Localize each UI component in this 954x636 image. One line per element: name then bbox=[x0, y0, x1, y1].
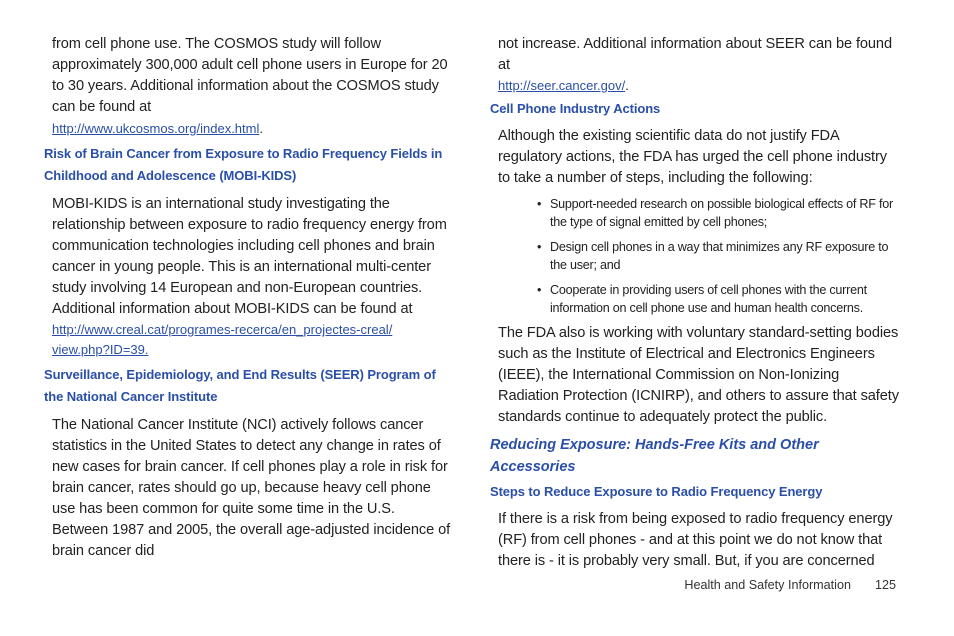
seer-paragraph: The National Cancer Institute (NCI) actively follows cancer statistics in the United States to detect any change in rates of new cases for brain cancer. If cell phones play a role in risk for brain cancer, rates should go up, because heavy cell phone use has been common for quite some time in the U.S. Between 1987 and 2005, the overall age-adjusted incidence of brain cancer did bbox=[52, 417, 451, 559]
seer-link-line bbox=[490, 76, 902, 96]
seer-heading: Surveillance, Epidemiology, and End Results (SEER) Program of the National Cancer Institute bbox=[44, 367, 436, 404]
mobi-kids-link-line1[interactable]: http://www.creal.cat/programes-recerca/en_projectes-creal/ bbox=[52, 322, 393, 337]
list-item-text: Cooperate in providing users of cell phones with the current information on cell phone use and human health concerns. bbox=[550, 283, 867, 315]
page-footer bbox=[684, 578, 896, 592]
bullet-icon: • bbox=[537, 283, 542, 297]
list-item-text: Support-needed research on possible biological effects of RF for the type of signal emitted by cell phones; bbox=[550, 197, 893, 229]
seer-link[interactable]: http://seer.cancer.gov/ bbox=[498, 78, 626, 93]
seer-continued-paragraph: not increase. Additional information about SEER can be found at bbox=[498, 36, 892, 73]
cosmos-link-period: . bbox=[259, 121, 263, 136]
bullet-icon: • bbox=[537, 197, 542, 211]
cosmos-link-line bbox=[44, 119, 454, 139]
steps-paragraph: If there is a risk from being exposed to radio frequency energy (RF) from cell phones - and at this point we do not know that there is - it is probably very small. But, if you are concerned bbox=[498, 511, 893, 569]
left-column bbox=[44, 34, 454, 562]
cosmos-link[interactable]: http://www.ukcosmos.org/index.html bbox=[52, 121, 260, 136]
cosmos-paragraph: from cell phone use. The COSMOS study will follow approximately 300,000 adult cell phone users in Europe for 20 to 30 years. Additional information about the COSMOS study can be found at bbox=[52, 36, 448, 115]
list-item-text: Design cell phones in a way that minimizes any RF exposure to the user; and bbox=[550, 240, 889, 272]
page-number: 125 bbox=[874, 578, 896, 592]
seer-link-period: . bbox=[625, 78, 629, 93]
mobi-kids-heading: Risk of Brain Cancer from Exposure to Radio Frequency Fields in Childhood and Adolescence (MOBI-KIDS) bbox=[44, 146, 443, 183]
list-item bbox=[490, 195, 902, 231]
list-item bbox=[490, 238, 902, 274]
reducing-exposure-heading: Reducing Exposure: Hands-Free Kits and Other Accessories bbox=[490, 437, 819, 475]
industry-actions-heading: Cell Phone Industry Actions bbox=[490, 101, 661, 116]
bullet-icon: • bbox=[537, 240, 542, 254]
fda-steps-list bbox=[490, 195, 902, 317]
standards-paragraph: The FDA also is working with voluntary standard-setting bodies such as the Institute of Electrical and Electronics Engineers (IEEE), the International Commission on Non-Ionizing Radiation Protection (ICNIRP), and others to assure that safety standards continue to adequately protect the public. bbox=[498, 325, 899, 425]
industry-actions-paragraph: Although the existing scientific data do not justify FDA regulatory actions, the FDA has urged the cell phone industry to take a number of steps, including the following: bbox=[498, 128, 887, 186]
mobi-kids-paragraph: MOBI-KIDS is an international study investigating the relationship between exposure to radio frequency energy from communication technologies including cell phones and brain cancer in young people. This is an international multi-center study involving 14 European and non-European countries. Additional information about MOBI-KIDS can be found at bbox=[52, 196, 447, 317]
right-column bbox=[490, 34, 902, 572]
mobi-kids-link-line2[interactable]: view.php?ID=39. bbox=[52, 342, 149, 357]
footer-section-title: Health and Safety Information bbox=[684, 578, 851, 592]
steps-heading: Steps to Reduce Exposure to Radio Frequency Energy bbox=[490, 484, 823, 499]
mobi-kids-link[interactable] bbox=[44, 320, 454, 360]
list-item bbox=[490, 281, 902, 317]
